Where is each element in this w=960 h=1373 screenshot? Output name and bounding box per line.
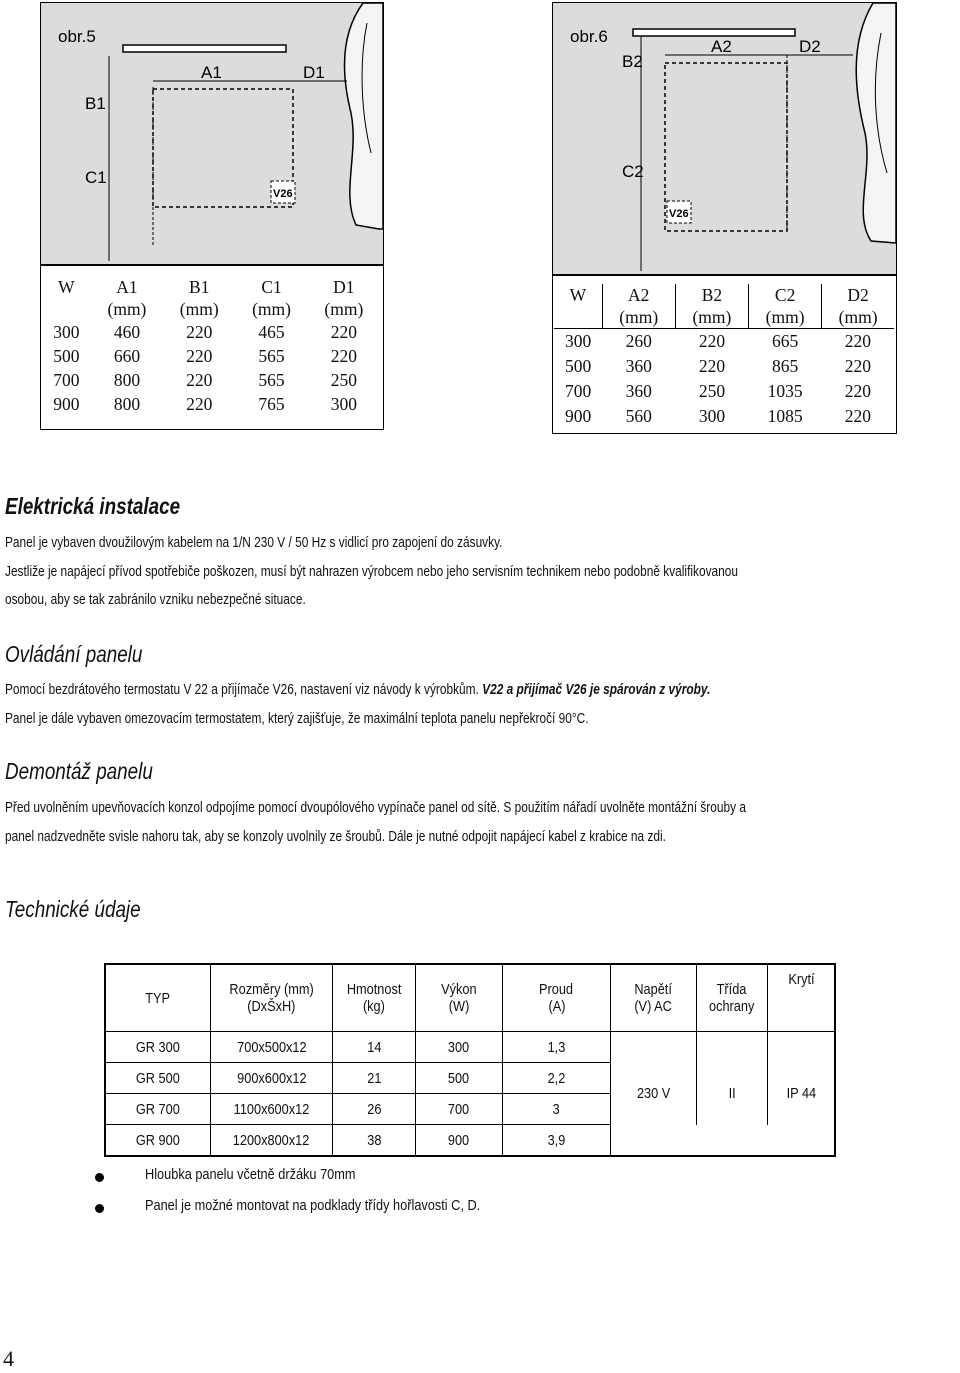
tech-col-ip: Krytí xyxy=(787,971,815,988)
cell: 220 xyxy=(330,346,357,366)
table-header-row xyxy=(554,284,894,329)
electric-line-1: Panel je vybaven dvoužilovým kabelem na 1/N 230 V / 50 Hz s vidlicí pro zapojení do zásuvky. xyxy=(5,535,503,551)
table-row xyxy=(42,320,380,344)
cell: 800 xyxy=(113,370,141,390)
cell: 465 xyxy=(258,322,285,342)
heading-removal: Demontáž panelu xyxy=(5,758,153,784)
table-row xyxy=(42,392,380,416)
cell: 565 xyxy=(258,346,285,366)
cell: 700 xyxy=(53,370,80,390)
tech-col-weight: Hmotnost xyxy=(346,981,402,998)
cell: 220 xyxy=(186,322,213,342)
tech-cell: 1200x800x12 xyxy=(233,1131,310,1149)
col-b2: B2 xyxy=(701,285,723,305)
tech-cell: GR 300 xyxy=(136,1038,180,1056)
table-row xyxy=(105,1032,835,1063)
bullet-text: Panel je možné montovat na podklady třídy hořlavosti C, D. xyxy=(145,1197,481,1214)
control-line-2: Panel je dále vybaven omezovacím termostatem, který zajišťuje, že maximální teplota panelu nepřekročí 90°C. xyxy=(5,711,589,727)
cell: 300 xyxy=(564,331,592,351)
tech-cell: 300 xyxy=(448,1038,470,1056)
tech-cell: 3 xyxy=(552,1100,561,1118)
table-row xyxy=(554,329,894,355)
cell: 900 xyxy=(564,406,592,426)
tech-col-current-unit: (A) xyxy=(548,998,565,1015)
cell: 460 xyxy=(113,322,141,342)
cell: 500 xyxy=(53,346,80,366)
tech-col-voltage: Napětí xyxy=(634,981,673,998)
removal-line-2: panel nadzvedněte svisle nahoru tak, aby se konzoly uvolnily ze šroubů. Dále je nutné odpojit napájecí kabel z krabice na zdi. xyxy=(5,829,666,845)
tech-cell: 900x600x12 xyxy=(236,1069,307,1087)
col-w: W xyxy=(569,285,587,305)
col-a1: A1 xyxy=(116,277,138,297)
cell: 300 xyxy=(330,394,357,414)
control-line-1-text: Pomocí bezdrátového termostatu V 22 a přijímače V26, nastavení viz návody k výrobkům. xyxy=(5,682,479,698)
tech-col-voltage-unit: (V) AC xyxy=(634,998,673,1015)
col-b1: B1 xyxy=(189,277,210,297)
tech-ip-value: IP 44 xyxy=(786,1085,816,1102)
cell: 220 xyxy=(698,356,726,376)
tech-cell: 500 xyxy=(448,1069,470,1087)
tech-col-class-sub: ochrany xyxy=(709,998,755,1015)
cell: 250 xyxy=(330,370,357,390)
tech-cell: 700x500x12 xyxy=(236,1038,307,1056)
electric-line-3: osobou, aby se tak zabránilo vzniku nebezpečné situace. xyxy=(5,592,306,608)
dim-c-label: C2 xyxy=(622,162,644,181)
cell: 500 xyxy=(564,356,592,376)
tech-voltage-value: 230 V xyxy=(636,1085,671,1102)
cell: 220 xyxy=(844,381,871,401)
bullet-text: Hloubka panelu včetně držáku 70mm xyxy=(145,1166,356,1183)
table-row xyxy=(554,404,894,429)
col-c2: C2 xyxy=(774,285,796,305)
cell: 665 xyxy=(772,331,799,351)
tech-col-class: Třída xyxy=(717,981,747,998)
table-row xyxy=(42,344,380,368)
col-d1: D1 xyxy=(333,277,355,297)
tech-cell: 38 xyxy=(366,1131,382,1149)
heading-tech: Technické údaje xyxy=(5,896,141,922)
dim-b-label: B2 xyxy=(622,52,643,71)
cell: 900 xyxy=(53,394,80,414)
tech-table xyxy=(104,963,836,1157)
tech-class-value: II xyxy=(728,1085,736,1102)
col-d2-unit: (mm) xyxy=(838,307,878,327)
tech-cell: 21 xyxy=(366,1069,382,1087)
page-number: 4 xyxy=(3,1346,14,1371)
tech-col-weight-unit: (kg) xyxy=(363,998,385,1015)
tech-cell: 1100x600x12 xyxy=(233,1100,310,1118)
col-c2-unit: (mm) xyxy=(765,307,805,327)
cell: 220 xyxy=(330,322,357,342)
heading-electric: Elektrická instalace xyxy=(5,493,181,519)
figure-6-label: obr.6 xyxy=(570,27,608,46)
control-line-1-emphasis: V22 a přijímač V26 je spárován z výroby. xyxy=(482,682,711,698)
col-a1-unit: (mm) xyxy=(107,299,147,319)
tech-cell: GR 700 xyxy=(136,1100,180,1118)
dim-c-label: C1 xyxy=(85,168,107,187)
dim-d-label: D2 xyxy=(799,37,821,56)
col-b1-unit: (mm) xyxy=(179,299,219,319)
cell: 260 xyxy=(625,331,652,351)
col-a2-unit: (mm) xyxy=(619,307,659,327)
tech-header-row xyxy=(105,964,835,1032)
dim-b-label: B1 xyxy=(85,94,106,113)
tech-col-power: Výkon xyxy=(441,981,477,998)
tech-cell: GR 900 xyxy=(136,1131,180,1149)
col-c1: C1 xyxy=(261,277,282,297)
table-row xyxy=(105,1063,835,1094)
tech-col-power-unit: (W) xyxy=(448,998,470,1015)
col-c1-unit: (mm) xyxy=(252,299,291,319)
cell: 220 xyxy=(186,394,213,414)
cell: 560 xyxy=(625,406,652,426)
electric-line-2: Jestliže je napájecí přívod spotřebiče poškozen, musí být nahrazen výrobcem nebo jeho servisním technikem nebo podobně kvalifikovanou xyxy=(5,564,738,580)
dim-a-label: A2 xyxy=(711,37,732,56)
tech-col-type: TYP xyxy=(145,989,171,1007)
removal-line-1: Před uvolněním upevňovacích konzol odpojíme pomocí dvoupólového vypínače panel od sítě. S použitím nářadí uvolněte montážní šrouby a xyxy=(5,800,746,816)
cell: 800 xyxy=(113,394,141,414)
cell: 565 xyxy=(258,370,285,390)
table-row xyxy=(105,1125,835,1157)
cell: 300 xyxy=(698,406,726,426)
tech-cell: GR 500 xyxy=(136,1069,180,1087)
cell: 865 xyxy=(772,356,799,376)
bullet-icon xyxy=(95,1173,104,1182)
cell: 360 xyxy=(625,381,652,401)
cell: 1085 xyxy=(767,406,803,426)
dim-a-label: A1 xyxy=(201,63,222,82)
cell: 220 xyxy=(186,346,213,366)
cell: 220 xyxy=(844,356,871,376)
col-b2-unit: (mm) xyxy=(692,307,732,327)
tech-cell: 900 xyxy=(448,1131,470,1149)
cell: 250 xyxy=(698,381,726,401)
cell: 765 xyxy=(258,394,285,414)
tech-cell: 1,3 xyxy=(547,1038,566,1056)
col-a2: A2 xyxy=(628,285,650,305)
tech-col-current: Proud xyxy=(539,981,574,998)
cell: 220 xyxy=(698,331,726,351)
tech-cell: 14 xyxy=(366,1038,382,1056)
tech-cell: 3,9 xyxy=(547,1131,566,1149)
control-line-1 xyxy=(5,682,788,698)
cell: 700 xyxy=(564,381,592,401)
cell: 220 xyxy=(186,370,213,390)
table-row xyxy=(42,368,380,392)
dim-d-label: D1 xyxy=(303,63,325,82)
receiver-label: V26 xyxy=(669,208,689,220)
col-d2: D2 xyxy=(847,285,869,305)
tech-cell: 26 xyxy=(366,1100,382,1118)
figure-5-label: obr.5 xyxy=(58,27,96,46)
cell: 1035 xyxy=(767,381,803,401)
cell: 360 xyxy=(625,356,652,376)
cell: 220 xyxy=(844,331,871,351)
cell: 300 xyxy=(53,322,80,342)
table-figure-5 xyxy=(42,276,380,416)
cell: 220 xyxy=(844,406,871,426)
tech-col-dimensions: Rozměry (mm) xyxy=(229,981,314,998)
table-figure-6 xyxy=(554,284,894,429)
col-w: W xyxy=(58,277,75,297)
table-header-row xyxy=(42,276,380,320)
tech-cell: 2,2 xyxy=(547,1069,566,1087)
heading-control: Ovládání panelu xyxy=(5,641,143,667)
bullet-icon xyxy=(95,1204,104,1213)
table-row xyxy=(554,379,894,404)
receiver-label: V26 xyxy=(273,188,293,200)
cell: 660 xyxy=(113,346,141,366)
col-d1-unit: (mm) xyxy=(324,299,364,319)
tech-cell: 700 xyxy=(448,1100,470,1118)
table-row xyxy=(554,354,894,379)
tech-col-dimensions-sub: (DxŠxH) xyxy=(247,998,296,1015)
